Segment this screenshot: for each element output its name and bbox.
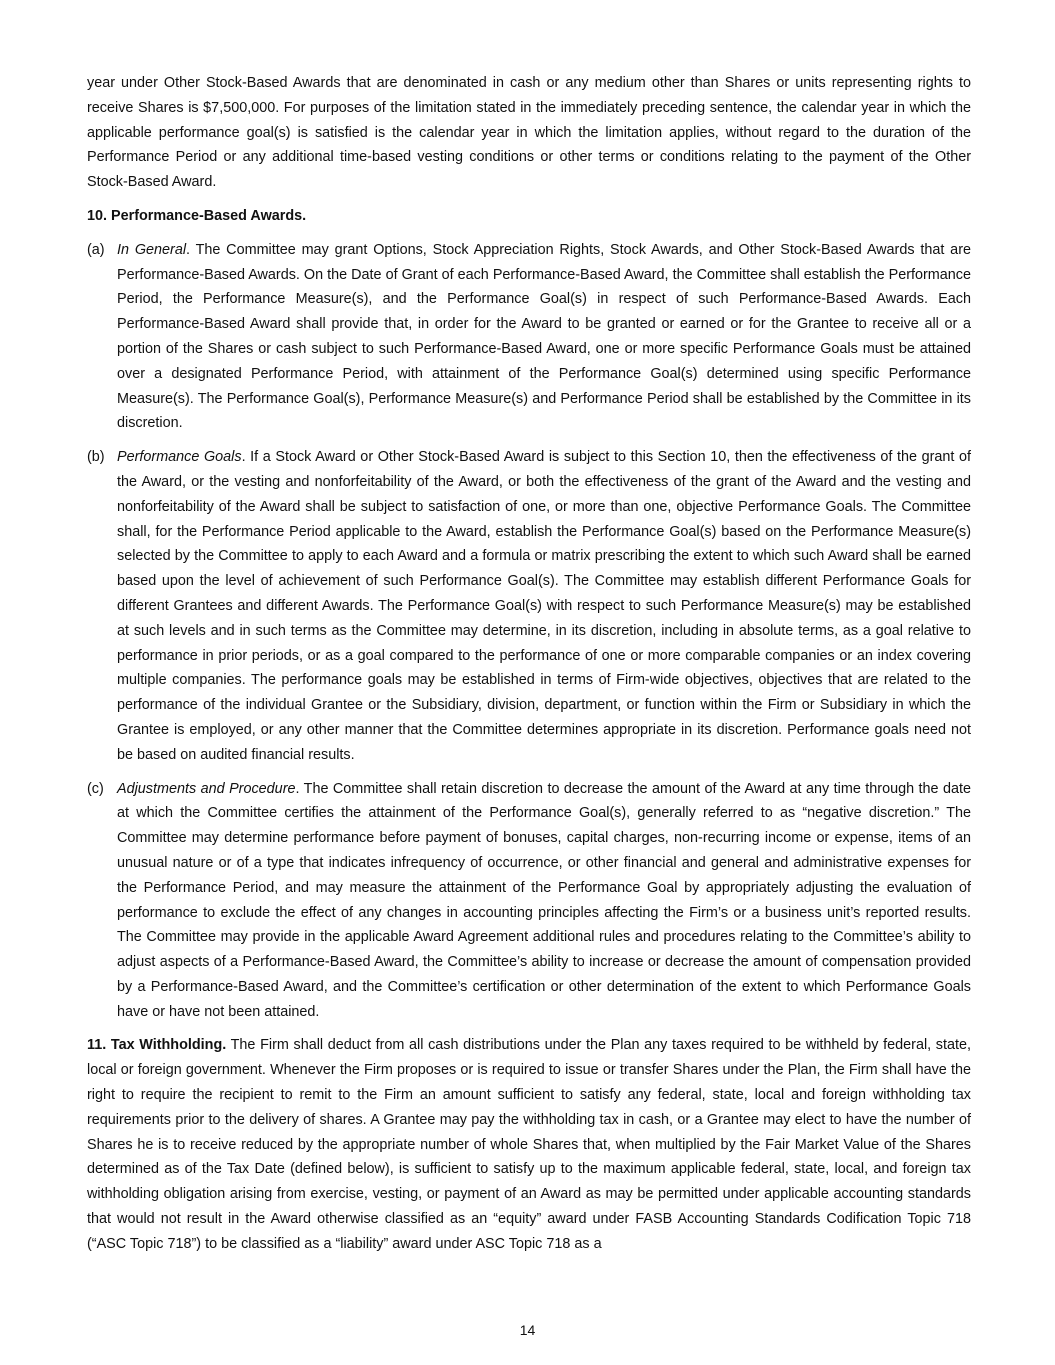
section-11-heading: 11. Tax Withholding. bbox=[87, 1037, 227, 1054]
item-title-separator: . bbox=[241, 449, 246, 466]
item-body bbox=[117, 238, 971, 436]
item-title: Performance Goals bbox=[117, 449, 242, 466]
item-text: The Committee may grant Options, Stock Appreciation Rights, Stock Awards, and Other Stock-Based Awards that are Performance-Based Awards. On the Date of Grant of each Performance-Based Award, the Committee shall establish the Performance Period, the Performance Measure(s), and the Performance Goal(s) in respect of such Performance-Based Awards. Each Performance-Based Award shall provide that, in order for the Award to be granted or earned or for the Grantee to receive all or a portion of the Shares or cash subject to such Performance-Based Award, one or more specific Performance Goals must be attained over a designated Performance Period, with attainment of the Performance Goal(s) determined using specific Performance Measure(s). The Performance Goal(s), Performance Measure(s) and Performance Period shall be established by the Committee in its discretion. bbox=[117, 241, 971, 432]
section-10-item-c bbox=[87, 777, 971, 1025]
document-page bbox=[87, 71, 971, 1257]
section-10-item-a bbox=[87, 238, 971, 436]
item-title-separator: . bbox=[186, 241, 191, 258]
item-paragraph bbox=[117, 777, 971, 1025]
section-10-item-b bbox=[87, 445, 971, 767]
section-11-text: The Firm shall deduct from all cash distributions under the Plan any taxes required to be withheld by federal, state, local or foreign government. Whenever the Firm proposes or is required to issue or transfer Shares under the Plan, the Firm shall have the right to require the recipient to remit to the Firm an amount sufficient to satisfy any federal, state, local and foreign withholding tax requirements prior to the delivery of shares. A Grantee may pay the withholding tax in cash, or a Grantee may elect to have the number of Shares he is to receive reduced by the appropriate number of whole Shares that, when multiplied by the Fair Market Value of the Shares determined as of the Tax Date (defined below), is sufficient to satisfy up to the maximum applicable federal, state, local, and foreign tax withholding obligation arising from exercise, vesting, or payment of an Award as may be permitted under applicable accounting standards that would not result in the Award otherwise classified as an “equity” award under FASB Accounting Standards Codification Topic 718 (“ASC Topic 718”) to be classified as a “liability” award under ASC Topic 718 as a bbox=[87, 1037, 971, 1252]
item-label: (a) bbox=[87, 241, 105, 258]
section-10-heading: 10. Performance-Based Awards. bbox=[87, 207, 307, 224]
item-title-separator: . bbox=[295, 780, 300, 797]
item-label: (b) bbox=[87, 449, 105, 466]
item-paragraph bbox=[117, 238, 971, 436]
item-label: (c) bbox=[87, 780, 104, 797]
item-title: In General bbox=[117, 241, 187, 258]
section-11-paragraph bbox=[87, 1033, 971, 1256]
page-number: 14 bbox=[519, 1322, 536, 1338]
item-paragraph bbox=[117, 445, 971, 767]
item-text: The Committee shall retain discretion to decrease the amount of the Award at any time through the date at which the Committee certifies the attainment of the Performance Goal(s), generally referred to as “negative discretion.” The Committee may determine performance before payment of bonuses, capital charges, non-recurring income or expense, items of an unusual nature or of a type that indicates infrequency of occurrence, or other financial and general and administrative expenses for the Performance Period, and may measure the attainment of the Performance Goal by appropriately adjusting the evaluation of performance to exclude the effect of any changes in accounting principles affecting the Firm’s or a business unit’s reported results. The Committee may provide in the applicable Award Agreement additional rules and procedures relating to the Committee’s ability to adjust aspects of a Performance-Based Award, the Committee’s ability to increase or decrease the amount of compensation provided by a Performance-Based Award, and the Committee’s certification or other determination of the extent to which Performance Goals have or have not been attained. bbox=[117, 780, 971, 1020]
item-body bbox=[117, 445, 971, 767]
item-text: If a Stock Award or Other Stock-Based Award is subject to this Section 10, then the effectiveness of the grant of the Award, or the vesting and nonforfeitability of the Award, or both the effectiveness of the grant of the Award and the vesting and nonforfeitability of the Award shall be subject to satisfaction of one, or more than one, objective Performance Goals. The Committee shall, for the Performance Period applicable to the Award, establish the Performance Goal(s) based on the Performance Measure(s) selected by the Committee to apply to each Award and a formula or matrix prescribing the extent to which such Award shall be earned based upon the level of achievement of such Performance Goal(s). The Committee may establish different Performance Goals for different Grantees and different Awards. The Performance Goal(s) with respect to such Performance Measure(s) may be established at such levels and in such terms as the Committee may determine, in its discretion, including in absolute terms, as a goal relative to performance in prior periods, or as a goal compared to the performance of one or more comparable companies or an index covering multiple companies. The performance goals may be established in terms of Firm-wide objectives, objectives that are related to the performance of the individual Grantee or the Subsidiary, division, department, or function within the Firm or Subsidiary in which the Grantee is employed, or any other manner that the Committee determines appropriate in its discretion. Performance goals need not be based on audited financial results. bbox=[117, 449, 971, 763]
intro-paragraph: year under Other Stock-Based Awards that are denominated in cash or any medium other than Shares or units representing rights to receive Shares is $7,500,000. For purposes of the limitation stated in the immediately preceding sentence, the calendar year in which the applicable performance goal(s) is satisfied is the calendar year in which the limitation applies, without regard to the duration of the Performance Period or any additional time-based vesting conditions or other terms or conditions relating to the payment of the Other Stock-Based Award. bbox=[87, 75, 971, 191]
item-body bbox=[117, 777, 971, 1025]
item-title: Adjustments and Procedure bbox=[117, 780, 296, 797]
